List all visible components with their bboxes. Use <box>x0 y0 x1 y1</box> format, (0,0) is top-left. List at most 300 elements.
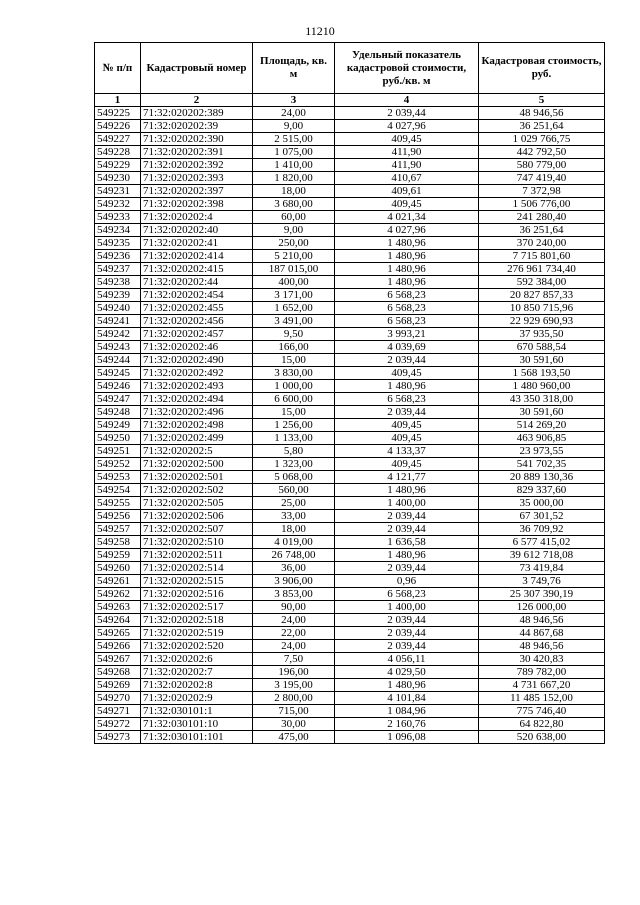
cadastral-number: 71:32:020202:493 <box>141 380 253 393</box>
unit-value: 2 039,44 <box>335 107 479 120</box>
area-value: 166,00 <box>253 341 335 354</box>
row-index: 549236 <box>95 250 141 263</box>
area-value: 1 000,00 <box>253 380 335 393</box>
cadastral-number: 71:32:020202:40 <box>141 224 253 237</box>
area-value: 196,00 <box>253 666 335 679</box>
cadastral-value: 22 929 690,93 <box>479 315 605 328</box>
cadastral-number: 71:32:020202:457 <box>141 328 253 341</box>
cadastral-number: 71:32:020202:454 <box>141 289 253 302</box>
unit-value: 4 029,50 <box>335 666 479 679</box>
cadastral-number: 71:32:020202:415 <box>141 263 253 276</box>
cadastral-number: 71:32:020202:4 <box>141 211 253 224</box>
area-value: 1 652,00 <box>253 302 335 315</box>
row-index: 549261 <box>95 575 141 588</box>
cadastral-value: 36 251,64 <box>479 120 605 133</box>
table-row <box>95 601 605 614</box>
cadastral-value: 775 746,40 <box>479 705 605 718</box>
row-index: 549232 <box>95 198 141 211</box>
cadastral-value: 67 301,52 <box>479 510 605 523</box>
row-index: 549266 <box>95 640 141 653</box>
row-index: 549267 <box>95 653 141 666</box>
table-row <box>95 679 605 692</box>
area-value: 187 015,00 <box>253 263 335 276</box>
table-row <box>95 276 605 289</box>
unit-value: 410,67 <box>335 172 479 185</box>
unit-value: 411,90 <box>335 146 479 159</box>
unit-value: 2 039,44 <box>335 562 479 575</box>
table-row <box>95 393 605 406</box>
table-row <box>95 224 605 237</box>
row-index: 549250 <box>95 432 141 445</box>
row-index: 549265 <box>95 627 141 640</box>
cadastral-value: 592 384,00 <box>479 276 605 289</box>
row-index: 549252 <box>95 458 141 471</box>
area-value: 5 210,00 <box>253 250 335 263</box>
row-index: 549251 <box>95 445 141 458</box>
cadastral-number: 71:32:020202:496 <box>141 406 253 419</box>
unit-value: 2 039,44 <box>335 406 479 419</box>
area-value: 25,00 <box>253 497 335 510</box>
row-index: 549256 <box>95 510 141 523</box>
cadastral-value: 1 480 960,00 <box>479 380 605 393</box>
cadastral-number: 71:32:020202:6 <box>141 653 253 666</box>
unit-value: 1 480,96 <box>335 484 479 497</box>
table-row <box>95 432 605 445</box>
unit-value: 2 039,44 <box>335 354 479 367</box>
table-row <box>95 445 605 458</box>
unit-value: 2 039,44 <box>335 614 479 627</box>
unit-value: 2 039,44 <box>335 627 479 640</box>
area-value: 5,80 <box>253 445 335 458</box>
cadastral-value: 126 000,00 <box>479 601 605 614</box>
table-row <box>95 341 605 354</box>
unit-value: 1 480,96 <box>335 380 479 393</box>
area-value: 24,00 <box>253 107 335 120</box>
cadastral-value: 73 419,84 <box>479 562 605 575</box>
table-row <box>95 133 605 146</box>
table-row <box>95 315 605 328</box>
cadastral-number: 71:32:020202:393 <box>141 172 253 185</box>
cadastral-value: 20 889 130,36 <box>479 471 605 484</box>
cadastral-number: 71:32:030101:1 <box>141 705 253 718</box>
cadastral-number: 71:32:020202:392 <box>141 159 253 172</box>
table-row <box>95 211 605 224</box>
unit-value: 1 480,96 <box>335 276 479 289</box>
column-number: 4 <box>335 94 479 107</box>
row-index: 549226 <box>95 120 141 133</box>
cadastral-number: 71:32:020202:39 <box>141 120 253 133</box>
row-index: 549230 <box>95 172 141 185</box>
column-number-row <box>95 94 605 107</box>
row-index: 549258 <box>95 536 141 549</box>
cadastral-value: 1 029 766,75 <box>479 133 605 146</box>
unit-value: 0,96 <box>335 575 479 588</box>
cadastral-number: 71:32:020202:414 <box>141 250 253 263</box>
area-value: 9,00 <box>253 224 335 237</box>
area-value: 1 133,00 <box>253 432 335 445</box>
table-row <box>95 692 605 705</box>
cadastral-value: 30 591,60 <box>479 354 605 367</box>
table-row <box>95 380 605 393</box>
unit-value: 409,45 <box>335 432 479 445</box>
cadastral-value: 37 935,50 <box>479 328 605 341</box>
row-index: 549241 <box>95 315 141 328</box>
table-row <box>95 458 605 471</box>
row-index: 549234 <box>95 224 141 237</box>
table-row <box>95 588 605 601</box>
table-row <box>95 471 605 484</box>
area-value: 400,00 <box>253 276 335 289</box>
column-number: 3 <box>253 94 335 107</box>
row-index: 549249 <box>95 419 141 432</box>
table-row <box>95 666 605 679</box>
table-row <box>95 484 605 497</box>
row-index: 549253 <box>95 471 141 484</box>
cadastral-number: 71:32:020202:492 <box>141 367 253 380</box>
area-value: 1 323,00 <box>253 458 335 471</box>
column-number: 1 <box>95 94 141 107</box>
row-index: 549254 <box>95 484 141 497</box>
cadastral-number: 71:32:030101:10 <box>141 718 253 731</box>
table-row <box>95 198 605 211</box>
area-value: 18,00 <box>253 523 335 536</box>
unit-value: 1 084,96 <box>335 705 479 718</box>
cadastral-number: 71:32:020202:5 <box>141 445 253 458</box>
cadastral-number: 71:32:020202:494 <box>141 393 253 406</box>
column-number: 5 <box>479 94 605 107</box>
cadastral-value: 276 961 734,40 <box>479 263 605 276</box>
cadastral-value: 25 307 390,19 <box>479 588 605 601</box>
unit-value: 409,45 <box>335 367 479 380</box>
unit-value: 409,45 <box>335 419 479 432</box>
unit-value: 411,90 <box>335 159 479 172</box>
unit-value: 2 039,44 <box>335 510 479 523</box>
unit-value: 6 568,23 <box>335 289 479 302</box>
cadastral-value: 520 638,00 <box>479 731 605 744</box>
cadastral-value: 7 715 801,60 <box>479 250 605 263</box>
cadastral-number: 71:32:020202:490 <box>141 354 253 367</box>
row-index: 549257 <box>95 523 141 536</box>
row-index: 549248 <box>95 406 141 419</box>
area-value: 15,00 <box>253 406 335 419</box>
unit-value: 2 039,44 <box>335 523 479 536</box>
unit-value: 1 096,08 <box>335 731 479 744</box>
cadastral-number: 71:32:020202:7 <box>141 666 253 679</box>
row-index: 549262 <box>95 588 141 601</box>
area-value: 24,00 <box>253 640 335 653</box>
table-row <box>95 614 605 627</box>
row-index: 549228 <box>95 146 141 159</box>
area-value: 2 800,00 <box>253 692 335 705</box>
header-index: № п/п <box>95 43 141 94</box>
table-row <box>95 367 605 380</box>
cadastral-number: 71:32:020202:389 <box>141 107 253 120</box>
row-index: 549270 <box>95 692 141 705</box>
cadastral-value: 580 779,00 <box>479 159 605 172</box>
area-value: 5 068,00 <box>253 471 335 484</box>
table-row <box>95 497 605 510</box>
cadastral-number: 71:32:020202:44 <box>141 276 253 289</box>
table-row <box>95 250 605 263</box>
cadastral-number: 71:32:020202:46 <box>141 341 253 354</box>
table-row <box>95 172 605 185</box>
area-value: 6 600,00 <box>253 393 335 406</box>
row-index: 549245 <box>95 367 141 380</box>
table-row <box>95 510 605 523</box>
cadastral-value: 514 269,20 <box>479 419 605 432</box>
unit-value: 409,45 <box>335 198 479 211</box>
table-row <box>95 146 605 159</box>
area-value: 1 820,00 <box>253 172 335 185</box>
cadastral-value: 48 946,56 <box>479 640 605 653</box>
table-row <box>95 328 605 341</box>
cadastral-value: 20 827 857,33 <box>479 289 605 302</box>
table-row <box>95 549 605 562</box>
unit-value: 4 027,96 <box>335 120 479 133</box>
cadastral-number: 71:32:020202:398 <box>141 198 253 211</box>
table-row <box>95 523 605 536</box>
table-row <box>95 107 605 120</box>
area-value: 7,50 <box>253 653 335 666</box>
row-index: 549268 <box>95 666 141 679</box>
row-index: 549242 <box>95 328 141 341</box>
cadastral-number: 71:32:020202:397 <box>141 185 253 198</box>
cadastral-number: 71:32:020202:391 <box>141 146 253 159</box>
cadastral-value: 829 337,60 <box>479 484 605 497</box>
table-row <box>95 731 605 744</box>
cadastral-number: 71:32:020202:500 <box>141 458 253 471</box>
table-row <box>95 185 605 198</box>
header-cadastral-number: Кадастровый номер <box>141 43 253 94</box>
row-index: 549259 <box>95 549 141 562</box>
area-value: 9,50 <box>253 328 335 341</box>
header-row <box>95 43 605 94</box>
row-index: 549225 <box>95 107 141 120</box>
unit-value: 4 101,84 <box>335 692 479 705</box>
header-area: Площадь, кв. м <box>253 43 335 94</box>
cadastral-value: 241 280,40 <box>479 211 605 224</box>
cadastral-value: 39 612 718,08 <box>479 549 605 562</box>
unit-value: 3 993,21 <box>335 328 479 341</box>
area-value: 3 906,00 <box>253 575 335 588</box>
unit-value: 4 133,37 <box>335 445 479 458</box>
area-value: 475,00 <box>253 731 335 744</box>
table-row <box>95 536 605 549</box>
row-index: 549273 <box>95 731 141 744</box>
row-index: 549264 <box>95 614 141 627</box>
unit-value: 2 160,76 <box>335 718 479 731</box>
area-value: 26 748,00 <box>253 549 335 562</box>
cadastral-value: 1 506 776,00 <box>479 198 605 211</box>
area-value: 22,00 <box>253 627 335 640</box>
row-index: 549271 <box>95 705 141 718</box>
table-row <box>95 159 605 172</box>
cadastral-value: 463 906,85 <box>479 432 605 445</box>
cadastral-number: 71:32:030101:101 <box>141 731 253 744</box>
area-value: 3 171,00 <box>253 289 335 302</box>
row-index: 549231 <box>95 185 141 198</box>
cadastral-value: 30 420,83 <box>479 653 605 666</box>
cadastral-number: 71:32:020202:510 <box>141 536 253 549</box>
area-value: 560,00 <box>253 484 335 497</box>
cadastral-value: 370 240,00 <box>479 237 605 250</box>
area-value: 15,00 <box>253 354 335 367</box>
cadastral-number: 71:32:020202:511 <box>141 549 253 562</box>
cadastral-value: 747 419,40 <box>479 172 605 185</box>
cadastral-value: 44 867,68 <box>479 627 605 640</box>
unit-value: 4 056,11 <box>335 653 479 666</box>
table-body <box>95 107 605 744</box>
cadastral-number: 71:32:020202:502 <box>141 484 253 497</box>
row-index: 549233 <box>95 211 141 224</box>
cadastral-number: 71:32:020202:520 <box>141 640 253 653</box>
cadastral-value: 7 372,98 <box>479 185 605 198</box>
cadastral-value: 789 782,00 <box>479 666 605 679</box>
cadastral-value: 43 350 318,00 <box>479 393 605 406</box>
cadastral-number: 71:32:020202:499 <box>141 432 253 445</box>
unit-value: 1 636,58 <box>335 536 479 549</box>
row-index: 549237 <box>95 263 141 276</box>
unit-value: 2 039,44 <box>335 640 479 653</box>
unit-value: 4 027,96 <box>335 224 479 237</box>
row-index: 549238 <box>95 276 141 289</box>
cadastral-number: 71:32:020202:519 <box>141 627 253 640</box>
table-row <box>95 705 605 718</box>
table-row <box>95 406 605 419</box>
cadastral-value: 64 822,80 <box>479 718 605 731</box>
cadastral-number: 71:32:020202:9 <box>141 692 253 705</box>
area-value: 4 019,00 <box>253 536 335 549</box>
unit-value: 4 039,69 <box>335 341 479 354</box>
cadastral-number: 71:32:020202:514 <box>141 562 253 575</box>
row-index: 549229 <box>95 159 141 172</box>
cadastral-number: 71:32:020202:516 <box>141 588 253 601</box>
row-index: 549247 <box>95 393 141 406</box>
cadastral-value: 1 568 193,50 <box>479 367 605 380</box>
unit-value: 1 400,00 <box>335 497 479 510</box>
row-index: 549240 <box>95 302 141 315</box>
cadastral-value: 4 731 667,20 <box>479 679 605 692</box>
cadastral-number: 71:32:020202:498 <box>141 419 253 432</box>
row-index: 549260 <box>95 562 141 575</box>
cadastral-number: 71:32:020202:518 <box>141 614 253 627</box>
unit-value: 4 121,77 <box>335 471 479 484</box>
cadastral-value: 23 973,55 <box>479 445 605 458</box>
unit-value: 1 480,96 <box>335 250 479 263</box>
row-index: 549244 <box>95 354 141 367</box>
cadastral-number: 71:32:020202:8 <box>141 679 253 692</box>
cadastral-value: 36 709,92 <box>479 523 605 536</box>
unit-value: 6 568,23 <box>335 315 479 328</box>
cadastral-number: 71:32:020202:517 <box>141 601 253 614</box>
cadastral-value: 6 577 415,02 <box>479 536 605 549</box>
cadastral-value: 442 792,50 <box>479 146 605 159</box>
area-value: 715,00 <box>253 705 335 718</box>
cadastral-value: 10 850 715,96 <box>479 302 605 315</box>
table-row <box>95 237 605 250</box>
area-value: 250,00 <box>253 237 335 250</box>
cadastral-number: 71:32:020202:505 <box>141 497 253 510</box>
table-row <box>95 575 605 588</box>
table-row <box>95 627 605 640</box>
row-index: 549239 <box>95 289 141 302</box>
row-index: 549227 <box>95 133 141 146</box>
table-row <box>95 302 605 315</box>
cadastral-value: 541 702,35 <box>479 458 605 471</box>
area-value: 9,00 <box>253 120 335 133</box>
area-value: 3 830,00 <box>253 367 335 380</box>
cadastral-number: 71:32:020202:41 <box>141 237 253 250</box>
cadastral-number: 71:32:020202:455 <box>141 302 253 315</box>
cadastral-number: 71:32:020202:501 <box>141 471 253 484</box>
unit-value: 1 480,96 <box>335 549 479 562</box>
unit-value: 4 021,34 <box>335 211 479 224</box>
cadastral-value: 35 000,00 <box>479 497 605 510</box>
row-index: 549269 <box>95 679 141 692</box>
table-row <box>95 120 605 133</box>
unit-value: 1 480,96 <box>335 237 479 250</box>
cadastral-value: 48 946,56 <box>479 107 605 120</box>
cadastral-value: 48 946,56 <box>479 614 605 627</box>
table-row <box>95 263 605 276</box>
area-value: 24,00 <box>253 614 335 627</box>
cadastral-value: 11 485 152,00 <box>479 692 605 705</box>
cadastral-value: 30 591,60 <box>479 406 605 419</box>
table-row <box>95 354 605 367</box>
header-unit-value: Удельный показатель кадастровой стоимости, руб./кв. м <box>335 43 479 94</box>
cadastral-number: 71:32:020202:515 <box>141 575 253 588</box>
unit-value: 409,61 <box>335 185 479 198</box>
area-value: 2 515,00 <box>253 133 335 146</box>
row-index: 549235 <box>95 237 141 250</box>
cadastral-table <box>94 42 605 744</box>
cadastral-value: 3 749,76 <box>479 575 605 588</box>
row-index: 549243 <box>95 341 141 354</box>
row-index: 549246 <box>95 380 141 393</box>
table-row <box>95 289 605 302</box>
cadastral-value: 670 588,54 <box>479 341 605 354</box>
page-number: 11210 <box>305 24 335 38</box>
table-row <box>95 653 605 666</box>
row-index: 549272 <box>95 718 141 731</box>
unit-value: 409,45 <box>335 458 479 471</box>
area-value: 3 195,00 <box>253 679 335 692</box>
unit-value: 6 568,23 <box>335 393 479 406</box>
cadastral-number: 71:32:020202:506 <box>141 510 253 523</box>
header-cadastral-value: Кадастровая стоимость, руб. <box>479 43 605 94</box>
unit-value: 409,45 <box>335 133 479 146</box>
cadastral-value: 36 251,64 <box>479 224 605 237</box>
area-value: 3 853,00 <box>253 588 335 601</box>
area-value: 1 075,00 <box>253 146 335 159</box>
table-row <box>95 419 605 432</box>
table-row <box>95 718 605 731</box>
area-value: 90,00 <box>253 601 335 614</box>
area-value: 36,00 <box>253 562 335 575</box>
area-value: 1 256,00 <box>253 419 335 432</box>
column-number: 2 <box>141 94 253 107</box>
area-value: 33,00 <box>253 510 335 523</box>
area-value: 3 680,00 <box>253 198 335 211</box>
unit-value: 6 568,23 <box>335 588 479 601</box>
unit-value: 1 480,96 <box>335 679 479 692</box>
unit-value: 1 480,96 <box>335 263 479 276</box>
area-value: 30,00 <box>253 718 335 731</box>
area-value: 60,00 <box>253 211 335 224</box>
cadastral-number: 71:32:020202:390 <box>141 133 253 146</box>
area-value: 1 410,00 <box>253 159 335 172</box>
table-row <box>95 640 605 653</box>
